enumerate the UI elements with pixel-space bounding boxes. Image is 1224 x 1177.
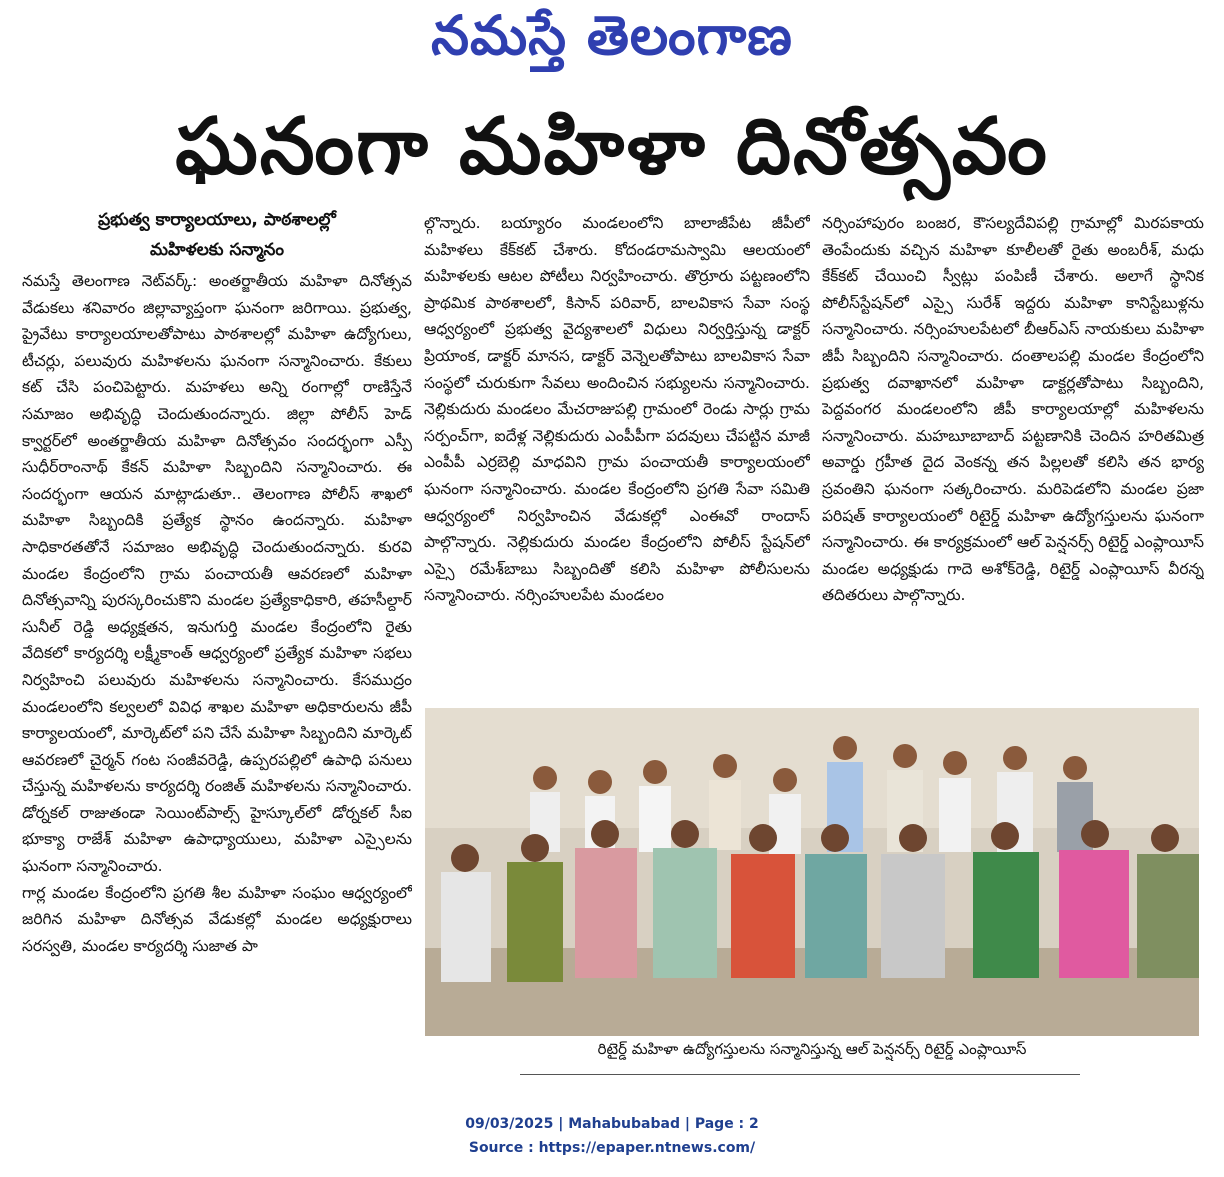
article-column-3	[822, 210, 1204, 690]
subheadline-line-2: మహిళలకు సన్మానం	[150, 240, 284, 260]
headline	[20, 92, 1204, 202]
masthead	[0, 0, 1224, 82]
footer-date-edition: 09/03/2025 | Mahabubabad | Page : 2	[465, 1116, 759, 1132]
photo-caption: రిటైర్డ్ మహిళా ఉద్యోగస్తులను సన్మానిస్తున్న ఆల్ పెన్షనర్స్ రిటైర్డ్ ఎంప్లాయీస్	[597, 1040, 1027, 1058]
article-paragraph: గార్ల మండల కేంద్రంలోని ప్రగతి శీల మహిళా సంఘం ఆధ్వర్యంలో జరిగిన మహిళా దినోత్సవ వేడుకల్లో మండల అధ్యక్షురాలు సరస్వతి, మండల కార్యదర్శి సుజాత పా	[22, 883, 412, 955]
group-photo-illustration	[425, 708, 1199, 1036]
article-column-2	[424, 210, 810, 690]
headline-text: ఘనంగా మహిళా దినోత్సవం	[175, 102, 1049, 192]
caption-divider	[520, 1074, 1080, 1075]
newspaper-title: నమస్తే తెలంగాణ	[431, 4, 793, 67]
article-column-1	[22, 268, 412, 1068]
article-paragraph: ల్గొన్నారు. బయ్యారం మండలంలోని బాలాజీపేట జీపీలో మహిళలు కేక్‌కట్ చేశారు. కోదండరామస్వామి ఆలయంలో మహిళలకు ఆటల పోటీలు నిర్వహించారు. తొర్రూరు పట్టణంలోని ప్రాథమిక పాఠశాలలో, కిసాన్ పరివార్, బాలవికాస సేవా సంస్థ ఆధ్వర్యంలో ప్రభుత్వ వైద్యశాలలో విధులు నిర్వర్తిస్తున్న డాక్టర్ ప్రియాంక, డాక్టర్ మానస, డాక్టర్ వెన్నెలతోపాటు బాలవికాస సేవా సంస్థలో చురుకుగా సేవలు అందించిన సభ్యులను సన్మానించారు. నెల్లికుదురు మండలం మేచరాజుపల్లి గ్రామంలో రెండు సార్లు గ్రామ సర్పంచ్‌గా, ఐదేళ్ల నెల్లికుదురు ఎంపీపీగా పదవులు చేపట్టిన మాజీ ఎంపీపీ ఎర్రబెల్లి మాధవిని గ్రామ పంచాయతీ కార్యాలయంలో ఘనంగా సన్మానించారు. మండల కేంద్రంలోని ప్రగతి సేవా సమితి ఆధ్వర్యంలో నిర్వహించిన వేడుకల్లో ఎంఈవో రాందాస్ పాల్గొన్నారు. నెల్లికుదురు మండల కేంద్రంలోని పోలీస్ స్టేషన్‌లో ఎస్సై రమేశ్‌బాబు సిబ్బందితో కలిసి మహిళా పోలీసులను సన్మానించారు. నర్సింహులపేట మండలం	[424, 214, 810, 605]
article-paragraph: నర్సింహాపురం బంజర, కౌసల్యదేవిపల్లి గ్రామాల్లో మిరపకాయ తెంపేందుకు వచ్చిన మహిళా కూలీలతో రైతు అంబరీశ్, మధు కేక్‌కట్ చేయించి స్వీట్లు పంపిణీ చేశారు. అలాగే స్థానిక పోలీస్‌స్టేషన్‌లో ఎస్సై సురేశ్ ఇద్దరు మహిళా కానిస్టేబుళ్లను సన్మానించారు. నర్సింహులపేటలో బీఆర్‌ఎస్ నాయకులు మహిళా జీపీ సిబ్బందిని సన్మానించారు. దంతాలపల్లి మండల కేంద్రంలోని ప్రభుత్వ దవాఖానలో మహిళా డాక్టర్లతోపాటు సిబ్బందిని, పెద్దవంగర మండలంలోని జీపీ కార్యాలయాల్లో మహిళలను సన్మానించారు. మహబూబాబాద్ పట్టణానికి చెందిన హరితమిత్ర అవార్డు గ్రహీత దైద వెంకన్న తన పిల్లలతో కలిసి తన భార్య స్రవంతిని ఘనంగా సత్కరించారు. మరిపెడలోని మండల ప్రజా పరిషత్ కార్యాలయంలో రిటైర్డ్ మహిళా ఉద్యోగస్తులను ఘనంగా సన్మానించారు. ఈ కార్యక్రమంలో ఆల్ పెన్షనర్స్ రిటైర్డ్ ఎంప్లాయీస్ మండల అధ్యక్షుడు గాదె అశోక్‌రెడ్డి, రిటైర్డ్ ఎంప్లాయీస్ వీరన్న తదితరులు పాల్గొన్నారు.	[822, 214, 1204, 605]
footer-source-link[interactable]: Source : https://epaper.ntnews.com/	[468, 1140, 756, 1156]
subheadline-line-1: ప్రభుత్వ కార్యాలయాలు, పాఠశాలల్లో	[98, 210, 336, 230]
group-photo	[425, 708, 1199, 1036]
article-paragraph: నమస్తే తెలంగాణ నెట్‌వర్క్: అంతర్జాతీయ మహిళా దినోత్సవ వేడుకలు శనివారం జిల్లావ్యాప్తంగా ఘనంగా జరిగాయి. ప్రభుత్వ, ప్రైవేటు కార్యాలయాలతోపాటు పాఠశాలల్లో మహిళా ఉద్యోగులు, టీచర్లు, పలువురు మహిళలను ఘనంగా సన్మానించారు. కేకులు కట్ చేసి పంచిపెట్టారు. మహళలు అన్ని రంగాల్లో రాణిస్తేనే సమాజం అభివృద్ధి చెందుతుందన్నారు. జిల్లా పోలీస్ హెడ్ క్వార్టర్‌లో అంతర్జాతీయ మహిళా దినోత్సవం సందర్భంగా ఎస్పీ సుధీర్‌రాంనాథ్ కేకన్ మహిళా సిబ్బందిని సన్మానించారు. ఈ సందర్భంగా ఆయన మాట్లాడుతూ.. తెలంగాణ పోలీస్ శాఖలో మహిళా సిబ్బందికి ప్రత్యేక స్థానం ఉందన్నారు. మహిళా సాధికారతతోనే సమాజం అభివృద్ధి చెందుతుందన్నారు. కురవి మండల కేంద్రంలోని గ్రామ పంచాయతీ ఆవరణలో మహిళా దినోత్సవాన్ని పురస్కరించుకొని మండల ప్రత్యేకాధికారి, తహసీల్దార్ సునీల్ రెడ్డి అధ్యక్షతన, ఇనుగుర్తి మండల కేంద్రంలోని రైతు వేదికలో కార్యదర్శి లక్ష్మీకాంత్ ఆధ్వర్యంలో ప్రత్యేక మహిళా సభలు నిర్వహించి పలువురు మహిళలను సన్మానించారు. కేసముద్రం మండలంలోని కల్వలలో వివిధ శాఖల మహిళా అధికారులను జీపీ కార్యాలయంలో, మార్కెట్‌లో పని చేసే మహిళా సిబ్బందిని మార్కెట్ ఆవరణలో చైర్మన్ గంట సంజీవరెడ్డి, ఉప్పరపల్లిలో ఉపాధి పనులు చేస్తున్న మహిళలను కార్యదర్శి రంజిత్ మహిళలను సన్మానించారు. డోర్నకల్ రాజుతండా సెయింట్‌పాల్స్ హైస్కూల్‌లో డోర్నకల్ సీఐ భూక్యా రాజేశ్ మహిళా ఉపాధ్యాయులు, మహిళా ఎస్సైలను ఘనంగా సన్మానించారు.	[22, 272, 412, 876]
